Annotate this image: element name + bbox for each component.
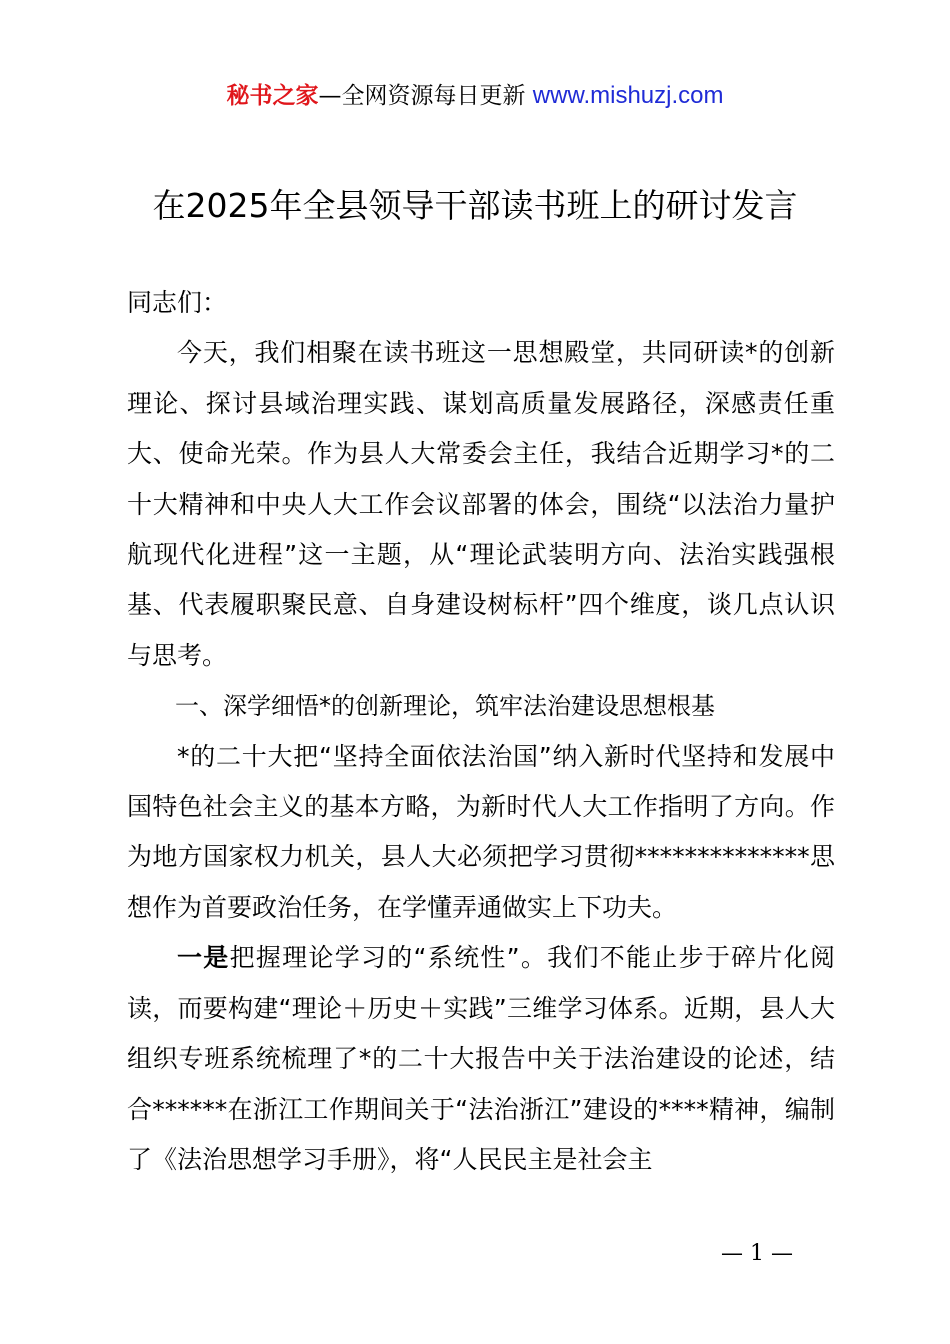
section-1-paragraph: *的二十大把“坚持全面依法治国”纳入新时代坚持和发展中国特色社会主义的基本方略，为新时代人大工作指明了方向。作为地方国家权力机关，县人大必须把学习贯彻**************思想作为首要政治任务，在学懂弄通做实上下功夫。 [127,741,835,922]
document-title: 在2025年全县领导干部读书班上的研讨发言 [152,186,798,225]
site-url-link[interactable]: www.mishuzj.com [532,82,724,109]
page-number: — 1 — [721,1241,793,1266]
salutation: 同志们： [127,288,228,317]
point-1-text: 把握理论学习的“系统性”。我们不能止步于碎片化阅读，而要构建“理论＋历史＋实践”三维学习体系。近期，县人大组织专班系统梳理了*的二十大报告中关于法治建设的论述，结合******在浙江工作期间关于“法治浙江”建设的****精神，编制了《法治思想学习手册》，将“人民民主是社会主 [127,943,835,1174]
site-tagline: —全网资源每日更新 [318,83,533,109]
point-1-paragraph [127,933,835,1185]
point-1-lead: 一是 [177,943,230,973]
site-brand: 秘书之家 [226,83,319,109]
document-body [127,278,835,1185]
site-header [0,78,950,114]
section-heading-1: 一、深学细悟*的创新理论，筑牢法治建设思想根基 [175,692,715,721]
intro-paragraph: 今天，我们相聚在读书班这一思想殿堂，共同研读*的创新理论、探讨县域治理实践、谋划高质量发展路径，深感责任重大、使命光荣。作为县人大常委会主任，我结合近期学习*的二十大精神和中央人大工作会议部署的体会，围绕“以法治力量护航现代化进程”这一主题，从“理论武装明方向、法治实践强根基、代表履职聚民意、自身建设树标杆”四个维度，谈几点认识与思考。 [127,338,835,670]
